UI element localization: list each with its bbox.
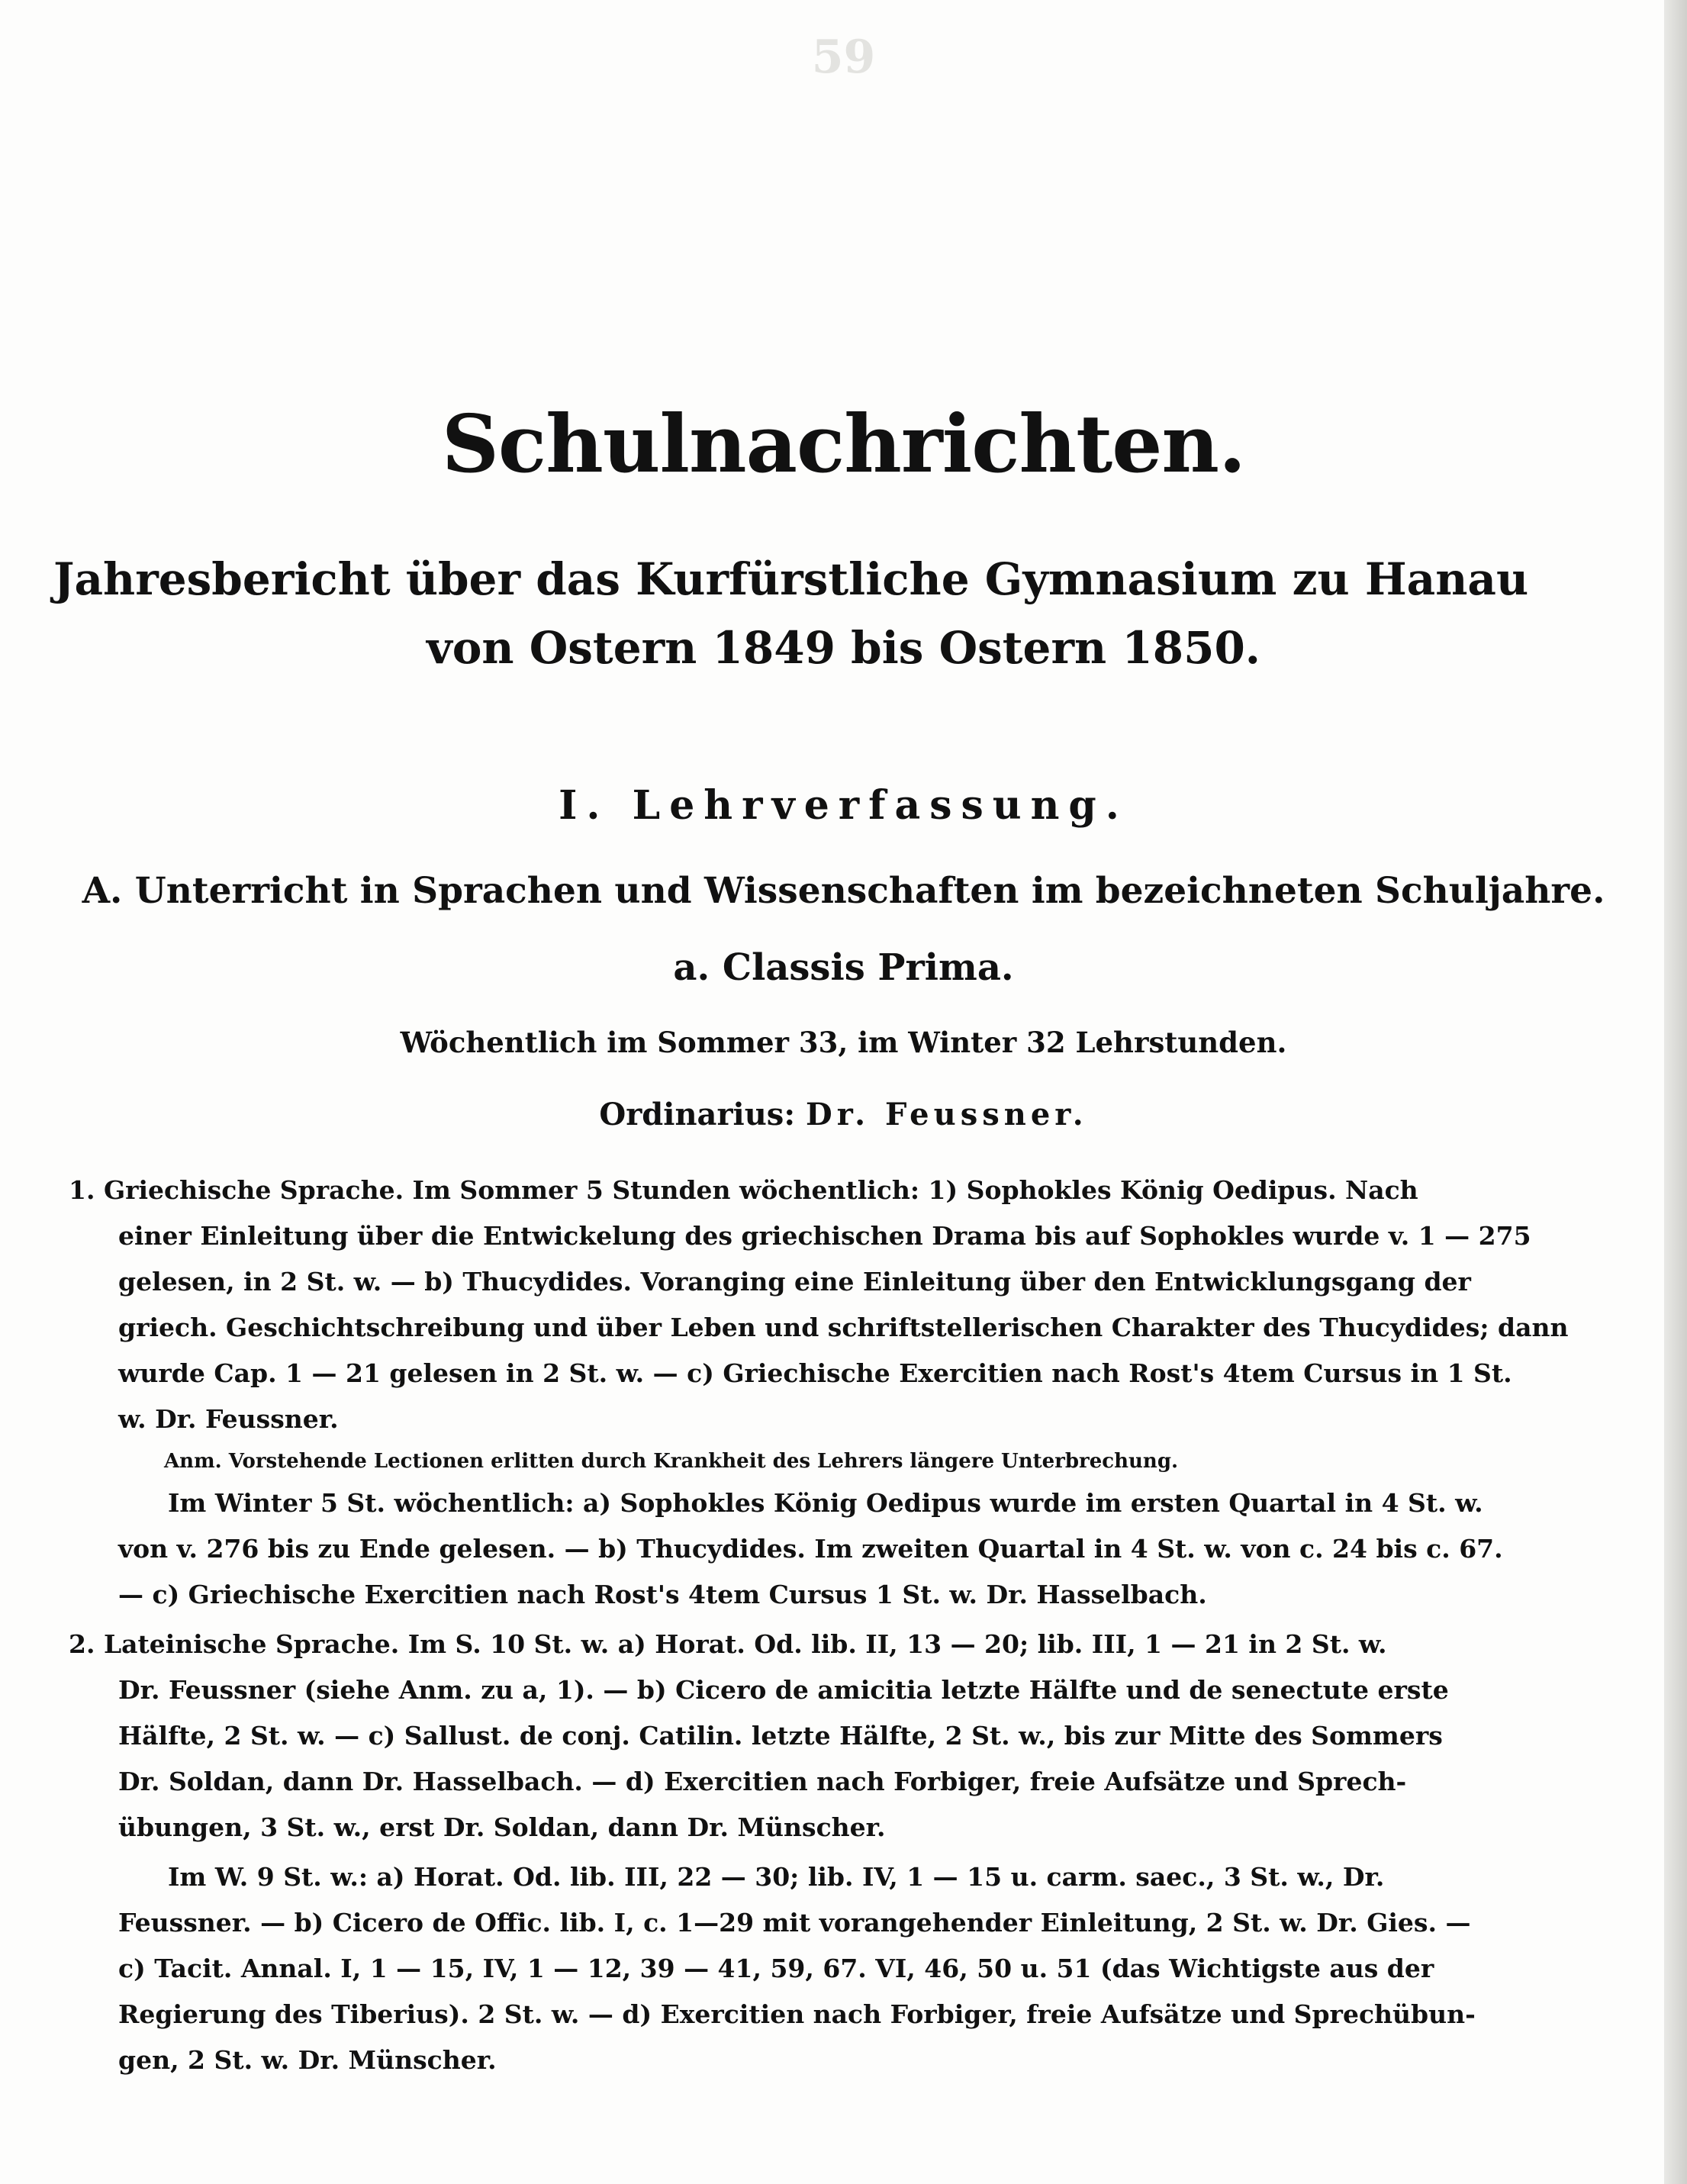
paragraph-line: einer Einleitung über die Entwickelung des griechischen Drama bis auf Sophokles wurde v. 1 — 275 [118, 1221, 1531, 1251]
subtitle-line-2: von Ostern 1849 bis Ostern 1850. [427, 622, 1260, 674]
ordinarius-label: Ordinarius: [599, 1097, 796, 1132]
paragraph-line: Feussner. — b) Cicero de Offic. lib. I, c. 1—29 mit vorangehender Einleitung, 2 St. w. Dr. Gies. — [118, 1908, 1471, 1938]
paragraph-line: wurde Cap. 1 — 21 gelesen in 2 St. w. — c) Griechische Exercitien nach Rost's 4tem Cursus in 1 St. [118, 1358, 1512, 1388]
paragraph-line: griech. Geschichtschreibung und über Leben und schriftstellerischen Charakter des Thucydides; dann [118, 1313, 1569, 1342]
classis-heading: a. Classis Prima. [673, 946, 1014, 989]
ordinarius-name: Dr. Feussner. [806, 1097, 1088, 1132]
ordinarius [0, 1097, 1687, 1132]
paragraph-line: 2. Lateinische Sprache. Im S. 10 St. w. a) Horat. Od. lib. II, 13 — 20; lib. III, 1 — 21 in 2 St. w. [69, 1629, 1387, 1659]
paragraph-line: Hälfte, 2 St. w. — c) Sallust. de conj. Catilin. letzte Hälfte, 2 St. w., bis zur Mitte des Sommers [118, 1721, 1443, 1751]
paragraph-line: Regierung des Tiberius). 2 St. w. — d) Exercitien nach Forbiger, freie Aufsätze und Sprechübun- [118, 1999, 1476, 2029]
subtitle-line-1: Jahresbericht über das Kurfürstliche Gymnasium zu Hanau [53, 553, 1529, 605]
paragraph-line: w. Dr. Feussner. [118, 1404, 339, 1434]
paragraph-line: übungen, 3 St. w., erst Dr. Soldan, dann Dr. Münscher. [118, 1812, 886, 1842]
paragraph-line: — c) Griechische Exercitien nach Rost's 4tem Cursus 1 St. w. Dr. Hasselbach. [118, 1580, 1207, 1609]
page-edge [1664, 0, 1687, 2184]
paragraph-line: Im W. 9 St. w.: a) Horat. Od. lib. III, 22 — 30; lib. IV, 1 — 15 u. carm. saec., 3 St. w., Dr. [168, 1862, 1385, 1892]
paragraph-line: Dr. Soldan, dann Dr. Hasselbach. — d) Exercitien nach Forbiger, freie Aufsätze und Sprech- [118, 1767, 1407, 1796]
subsection-heading: A. Unterricht in Sprachen und Wissenschaften im bezeichneten Schuljahre. [82, 870, 1605, 912]
paragraph-line: gelesen, in 2 St. w. — b) Thucydides. Voranging eine Einleitung über den Entwicklungsgang der [118, 1267, 1471, 1297]
page-number: 59 [811, 31, 876, 84]
paragraph-line: Im Winter 5 St. wöchentlich: a) Sophokles König Oedipus wurde im ersten Quartal in 4 St. w. [168, 1488, 1483, 1518]
weekly-hours: Wöchentlich im Sommer 33, im Winter 32 Lehrstunden. [400, 1026, 1287, 1059]
paragraph-line: gen, 2 St. w. Dr. Münscher. [118, 2045, 497, 2075]
page-title: Schulnachrichten. [441, 397, 1246, 491]
annotation-note: Anm. Vorstehende Lectionen erlitten durch Krankheit des Lehrers längere Unterbrechung. [164, 1450, 1179, 1473]
paragraph-line: Dr. Feussner (siehe Anm. zu a, 1). — b) Cicero de amicitia letzte Hälfte und de senectute erste [118, 1675, 1449, 1705]
paragraph-line: c) Tacit. Annal. I, 1 — 15, IV, 1 — 12, 39 — 41, 59, 67. VI, 46, 50 u. 51 (das Wichtigste aus der [118, 1954, 1434, 1983]
section-heading: I. Lehrverfassung. [559, 782, 1128, 829]
paragraph-line: 1. Griechische Sprache. Im Sommer 5 Stunden wöchentlich: 1) Sophokles König Oedipus. Nach [69, 1175, 1418, 1205]
paragraph-line: von v. 276 bis zu Ende gelesen. — b) Thucydides. Im zweiten Quartal in 4 St. w. von c. 24 bis c. 67. [118, 1534, 1503, 1564]
